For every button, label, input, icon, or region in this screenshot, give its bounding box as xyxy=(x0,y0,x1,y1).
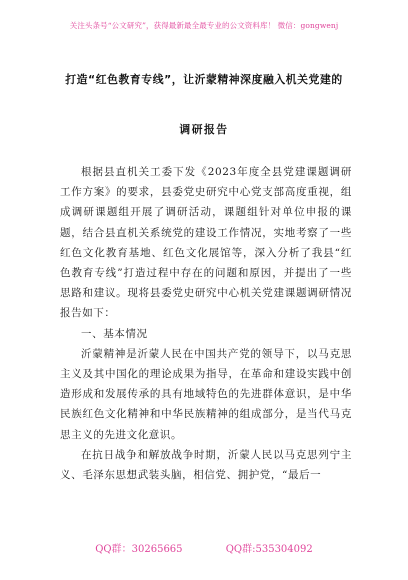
section-heading: 一、基本情况 xyxy=(81,327,148,340)
body-paragraph: 在抗日战争和解放战争时期，沂蒙人民以马克思列宁主义、毛泽东思想武装头脑，相信党、拥护党，“最后一 xyxy=(60,448,352,482)
body-paragraph: 沂蒙精神是沂蒙人民在中国共产党的领导下，以马克思主义及其中国化的理论成果为指导，在革命和建设实践中创造形成和发展传承的具有地域特色的先进群体意识，是中华民族红色文化精神和中华民族精神的组成部分，是当代马克思主义的先进文化意识。 xyxy=(60,347,352,441)
document-title-line-1: 打造“红色教育专线”，让沂蒙精神深度融入机关党建的 xyxy=(65,73,343,86)
document-body xyxy=(60,162,352,485)
intro-paragraph: 根据县直机关工委下发《2023年度全县党建课题调研工作方案》的要求，县委党史研究中心党支部高度重视，组成调研课题组开展了调研活动，课题组针对单位申报的课题，结合县直机关系统党的建设工作情况，实地考察了一些红色文化教育基地、红色文化展馆等，深入分析了我县“红色教育专线”打造过程中存在的问题和原因，并提出了一些思路和建议。现将县委党史研究中心机关党建课题调研情况报告如下： xyxy=(60,166,352,320)
qq-group-1: QQ群：30265665 xyxy=(95,544,183,555)
header-banner: 关注头条号“公文研究”，获得最新最全最专业的公文资料库！ 微信：gongwenj xyxy=(69,21,339,30)
document-title-line-2: 调研报告 xyxy=(179,123,229,136)
footer-contact xyxy=(0,540,408,555)
qq-group-2: QQ群:535304092 xyxy=(225,544,313,555)
